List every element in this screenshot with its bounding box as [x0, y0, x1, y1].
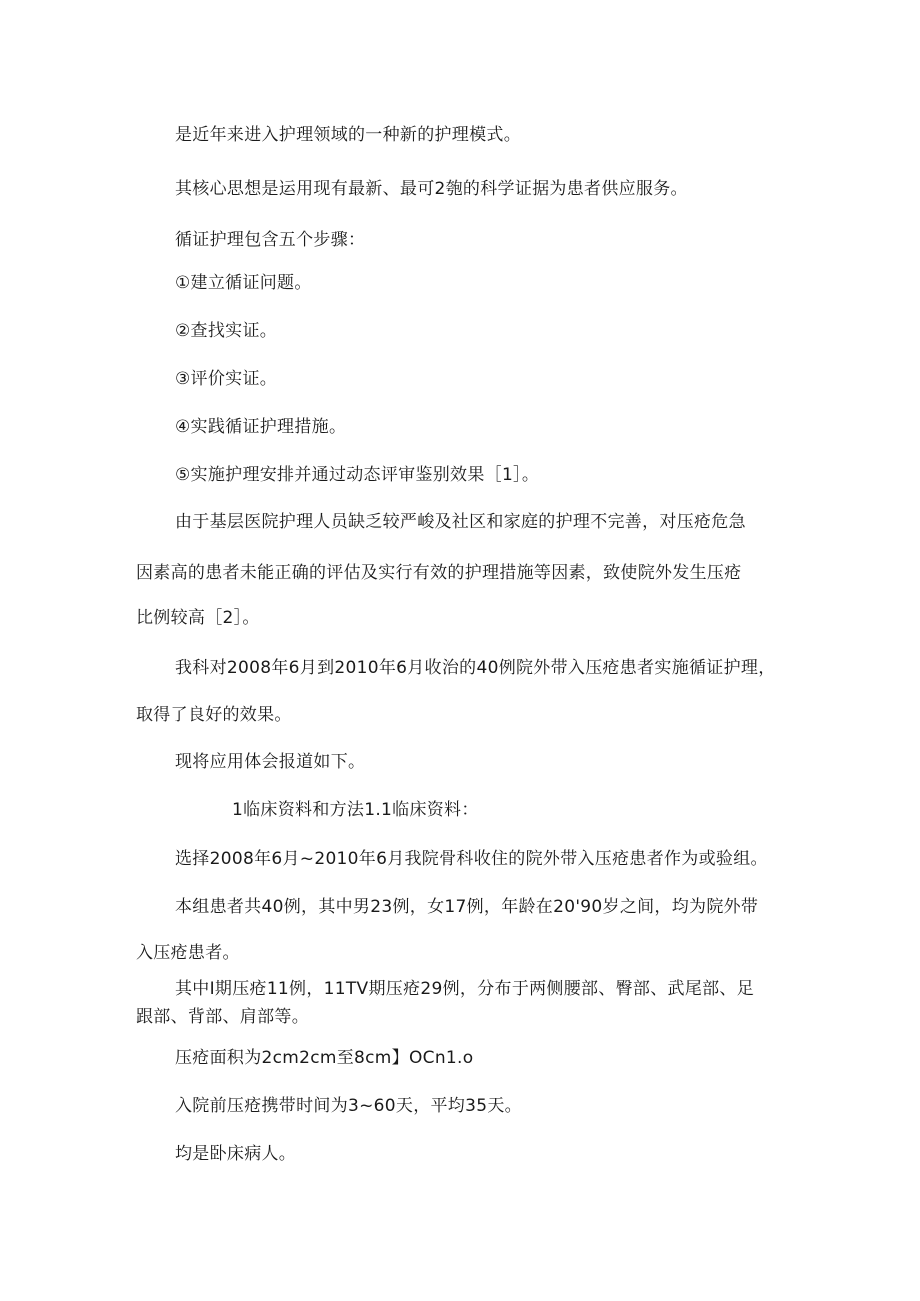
step-5: ⑤实施护理安排并通过动态评审鉴别效果［1］。 — [175, 465, 540, 485]
paragraph-area: 压疮面积为2cm2cm至8cm】OCn1.o — [175, 1048, 474, 1068]
section-heading: 1临床资料和方法1.1临床资料： — [232, 800, 479, 820]
paragraph-stages-line-2: 跟部、背部、肩部等。 — [136, 1007, 309, 1027]
paragraph-study-line-1: 我科对2008年6月到2010年6月收治的40例院外带入压疮患者实施循证护理， — [175, 658, 776, 678]
paragraph-background-line-1: 由于基层医院护理人员缺乏较严峻及社区和家庭的护理不完善，对压疮危急 — [175, 512, 746, 532]
paragraph-five-steps-intro: 循证护理包含五个步骤： — [175, 230, 366, 250]
paragraph-report: 现将应用体会报道如下。 — [175, 752, 366, 772]
step-2: ②查找实证。 — [175, 321, 278, 341]
paragraph-study-line-2: 取得了良好的效果。 — [136, 705, 292, 725]
paragraph-stages-line-1: 其中I期压疮11例，11TV期压疮29例，分布于两侧腰部、臀部、武尾部、足 — [175, 979, 755, 999]
paragraph-bedridden: 均是卧床病人。 — [175, 1144, 297, 1164]
step-1: ①建立循证问题。 — [175, 273, 312, 293]
paragraph-selection: 选择2008年6月~2010年6月我院骨科收住的院外带入压疮患者作为或验组。 — [175, 849, 768, 869]
paragraph-patients-line-1: 本组患者共40例，其中男23例，女17例，年龄在20'90岁之间，均为院外带 — [175, 897, 759, 917]
paragraph-nursing-model: 是近年来进入护理领域的一种新的护理模式。 — [175, 125, 521, 145]
paragraph-patients-line-2: 入压疮患者。 — [136, 943, 240, 963]
paragraph-core-idea: 其核心思想是运用现有最新、最可2匏的科学证据为患者供应服务。 — [175, 179, 688, 199]
paragraph-duration: 入院前压疮携带时间为3~60天，平均35天。 — [175, 1096, 522, 1116]
step-3: ③评价实证。 — [175, 369, 278, 389]
paragraph-background-line-3: 比例较高［2］。 — [136, 608, 260, 628]
step-4: ④实践循证护理措施。 — [175, 417, 347, 437]
paragraph-background-line-2: 因素高的患者未能正确的评估及实行有效的护理措施等因素，致使院外发生压疮 — [136, 563, 742, 583]
